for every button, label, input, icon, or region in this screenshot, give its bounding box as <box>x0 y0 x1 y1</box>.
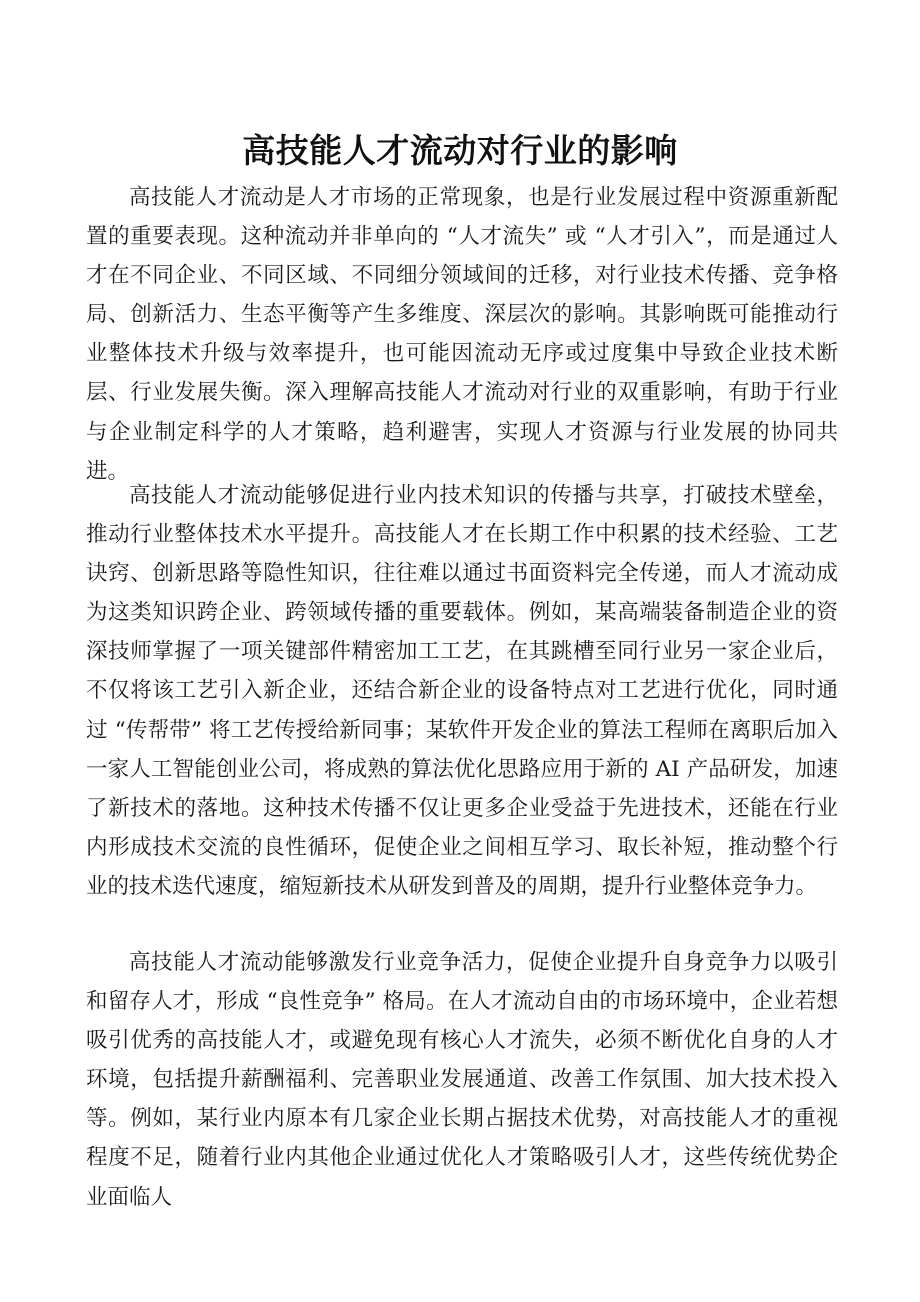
paragraph-competition: 高技能人才流动能够激发行业竞争活力，促使企业提升自身竞争力以吸引和留存人才，形成 “良性竞争” 格局。在人才流动自由的市场环境中，企业若想吸引优秀的高技能人才，或避免现有核心人才流失，必须不断优化自身的人才环境，包括提升薪酬福利、完善职业发展通道、改善工作氛围、加大技术投入等。例如，某行业内原本有几家企业长期占据技术优势，对高技能人才的重视程度不足，随着行业内其他企业通过优化人才策略吸引人才，这些传统优势企业面临人 <box>86 950 838 1210</box>
paragraph-intro: 高技能人才流动是人才市场的正常现象，也是行业发展过程中资源重新配置的重要表现。这种流动并非单向的 “人才流失” 或 “人才引入”，而是通过人才在不同企业、不同区域、不同细分领域间的迁移，对行业技术传播、竞争格局、创新活力、生态平衡等产生多维度、深层次的影响。其影响既可能推动行业整体技术升级与效率提升，也可能因流动无序或过度集中导致企业技术断层、行业发展失衡。深入理解高技能人才流动对行业的双重影响，有助于行业与企业制定科学的人才策略，趋利避害，实现人才资源与行业发展的协同共进。 <box>86 185 838 484</box>
paragraph-technology-spread: 高技能人才流动能够促进行业内技术知识的传播与共享，打破技术壁垒，推动行业整体技术水平提升。高技能人才在长期工作中积累的技术经验、工艺诀窍、创新思路等隐性知识，往往难以通过书面资料完全传递，而人才流动成为这类知识跨企业、跨领域传播的重要载体。例如，某高端装备制造企业的资深技师掌握了一项关键部件精密加工工艺，在其跳槽至同行业另一家企业后，不仅将该工艺引入新企业，还结合新企业的设备特点对工艺进行优化，同时通过 “传帮带” 将工艺传授给新同事；某软件开发企业的算法工程师在离职后加入一家人工智能创业公司，将成熟的算法优化思路应用于新的 AI 产品研发，加速了新技术的落地。这种技术传播不仅让更多企业受益于先进技术，还能在行业内形成技术交流的良性循环，促使企业之间相互学习、取长补短，推动整个行业的技术迭代速度，缩短新技术从研发到普及的周期，提升行业整体竞争力。 <box>86 483 838 899</box>
document-title: 高技能人才流动对行业的影响 <box>242 131 678 170</box>
